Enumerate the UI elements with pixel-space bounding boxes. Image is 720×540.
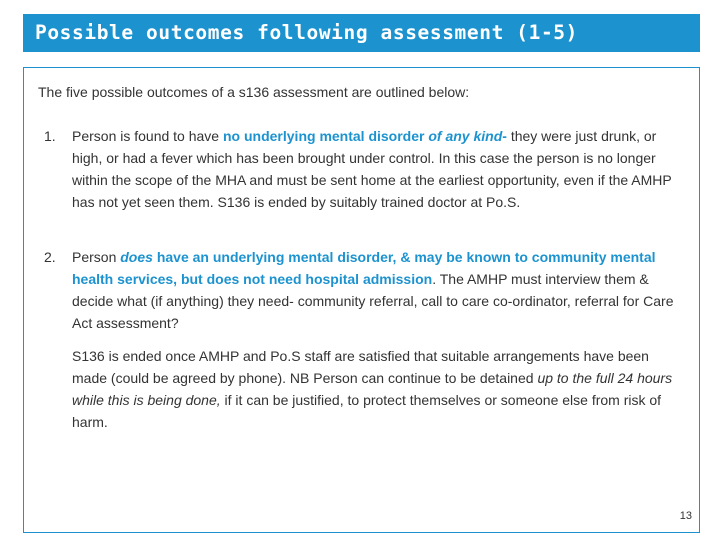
item-text-after: they were just drunk, or high, or had a fever which has been brought under control. In this case the person is no longer within the scope of the MHA and must be sent home at the earliest opportunity, even if the AMHP has not yet seen them. S136 is ended by suitably trained doctor at Po.S. [72, 128, 672, 210]
para-italic: up to the full 24 hours while this is being done, [72, 370, 673, 408]
outcome-item-1 [44, 125, 684, 213]
item-number: 1. [44, 128, 56, 144]
intro-text: The five possible outcomes of a s136 assessment are outlined below: [38, 84, 470, 100]
page-title: Possible outcomes following assessment (1-5) [35, 21, 578, 44]
page-number: 13 [679, 510, 692, 522]
item-highlight-italic: of any kind [424, 128, 503, 144]
item-highlight: no underlying mental disorder [223, 128, 425, 144]
s136-ended-paragraph [72, 345, 684, 433]
item-highlight-italic: does [120, 249, 153, 265]
item-number: 2. [44, 249, 56, 265]
para-text-before: S136 is ended once AMHP and Po.S staff are satisfied that suitable arrangements have been made (could be agreed by phone). NB Person can continue to be detained [72, 348, 649, 386]
outcome-item-2 [44, 246, 684, 334]
item-body [72, 246, 684, 334]
title-bar [23, 14, 700, 52]
item-text-before: Person [72, 249, 121, 265]
para-text-after: if it can be justified, to protect themselves or someone else from risk of harm. [72, 392, 662, 430]
item-text-before: Person is found to have [72, 128, 223, 144]
item-highlight-after: - [502, 128, 507, 144]
item-body [72, 125, 684, 213]
item-text-after: . The AMHP must interview them & decide what (if anything) they need- community referral, call to care co-ordinator, referral for Care Act assessment? [72, 271, 674, 331]
item-highlight: have an underlying mental disorder, & may be known to community mental health services, but does not need hospital admission [72, 249, 656, 287]
